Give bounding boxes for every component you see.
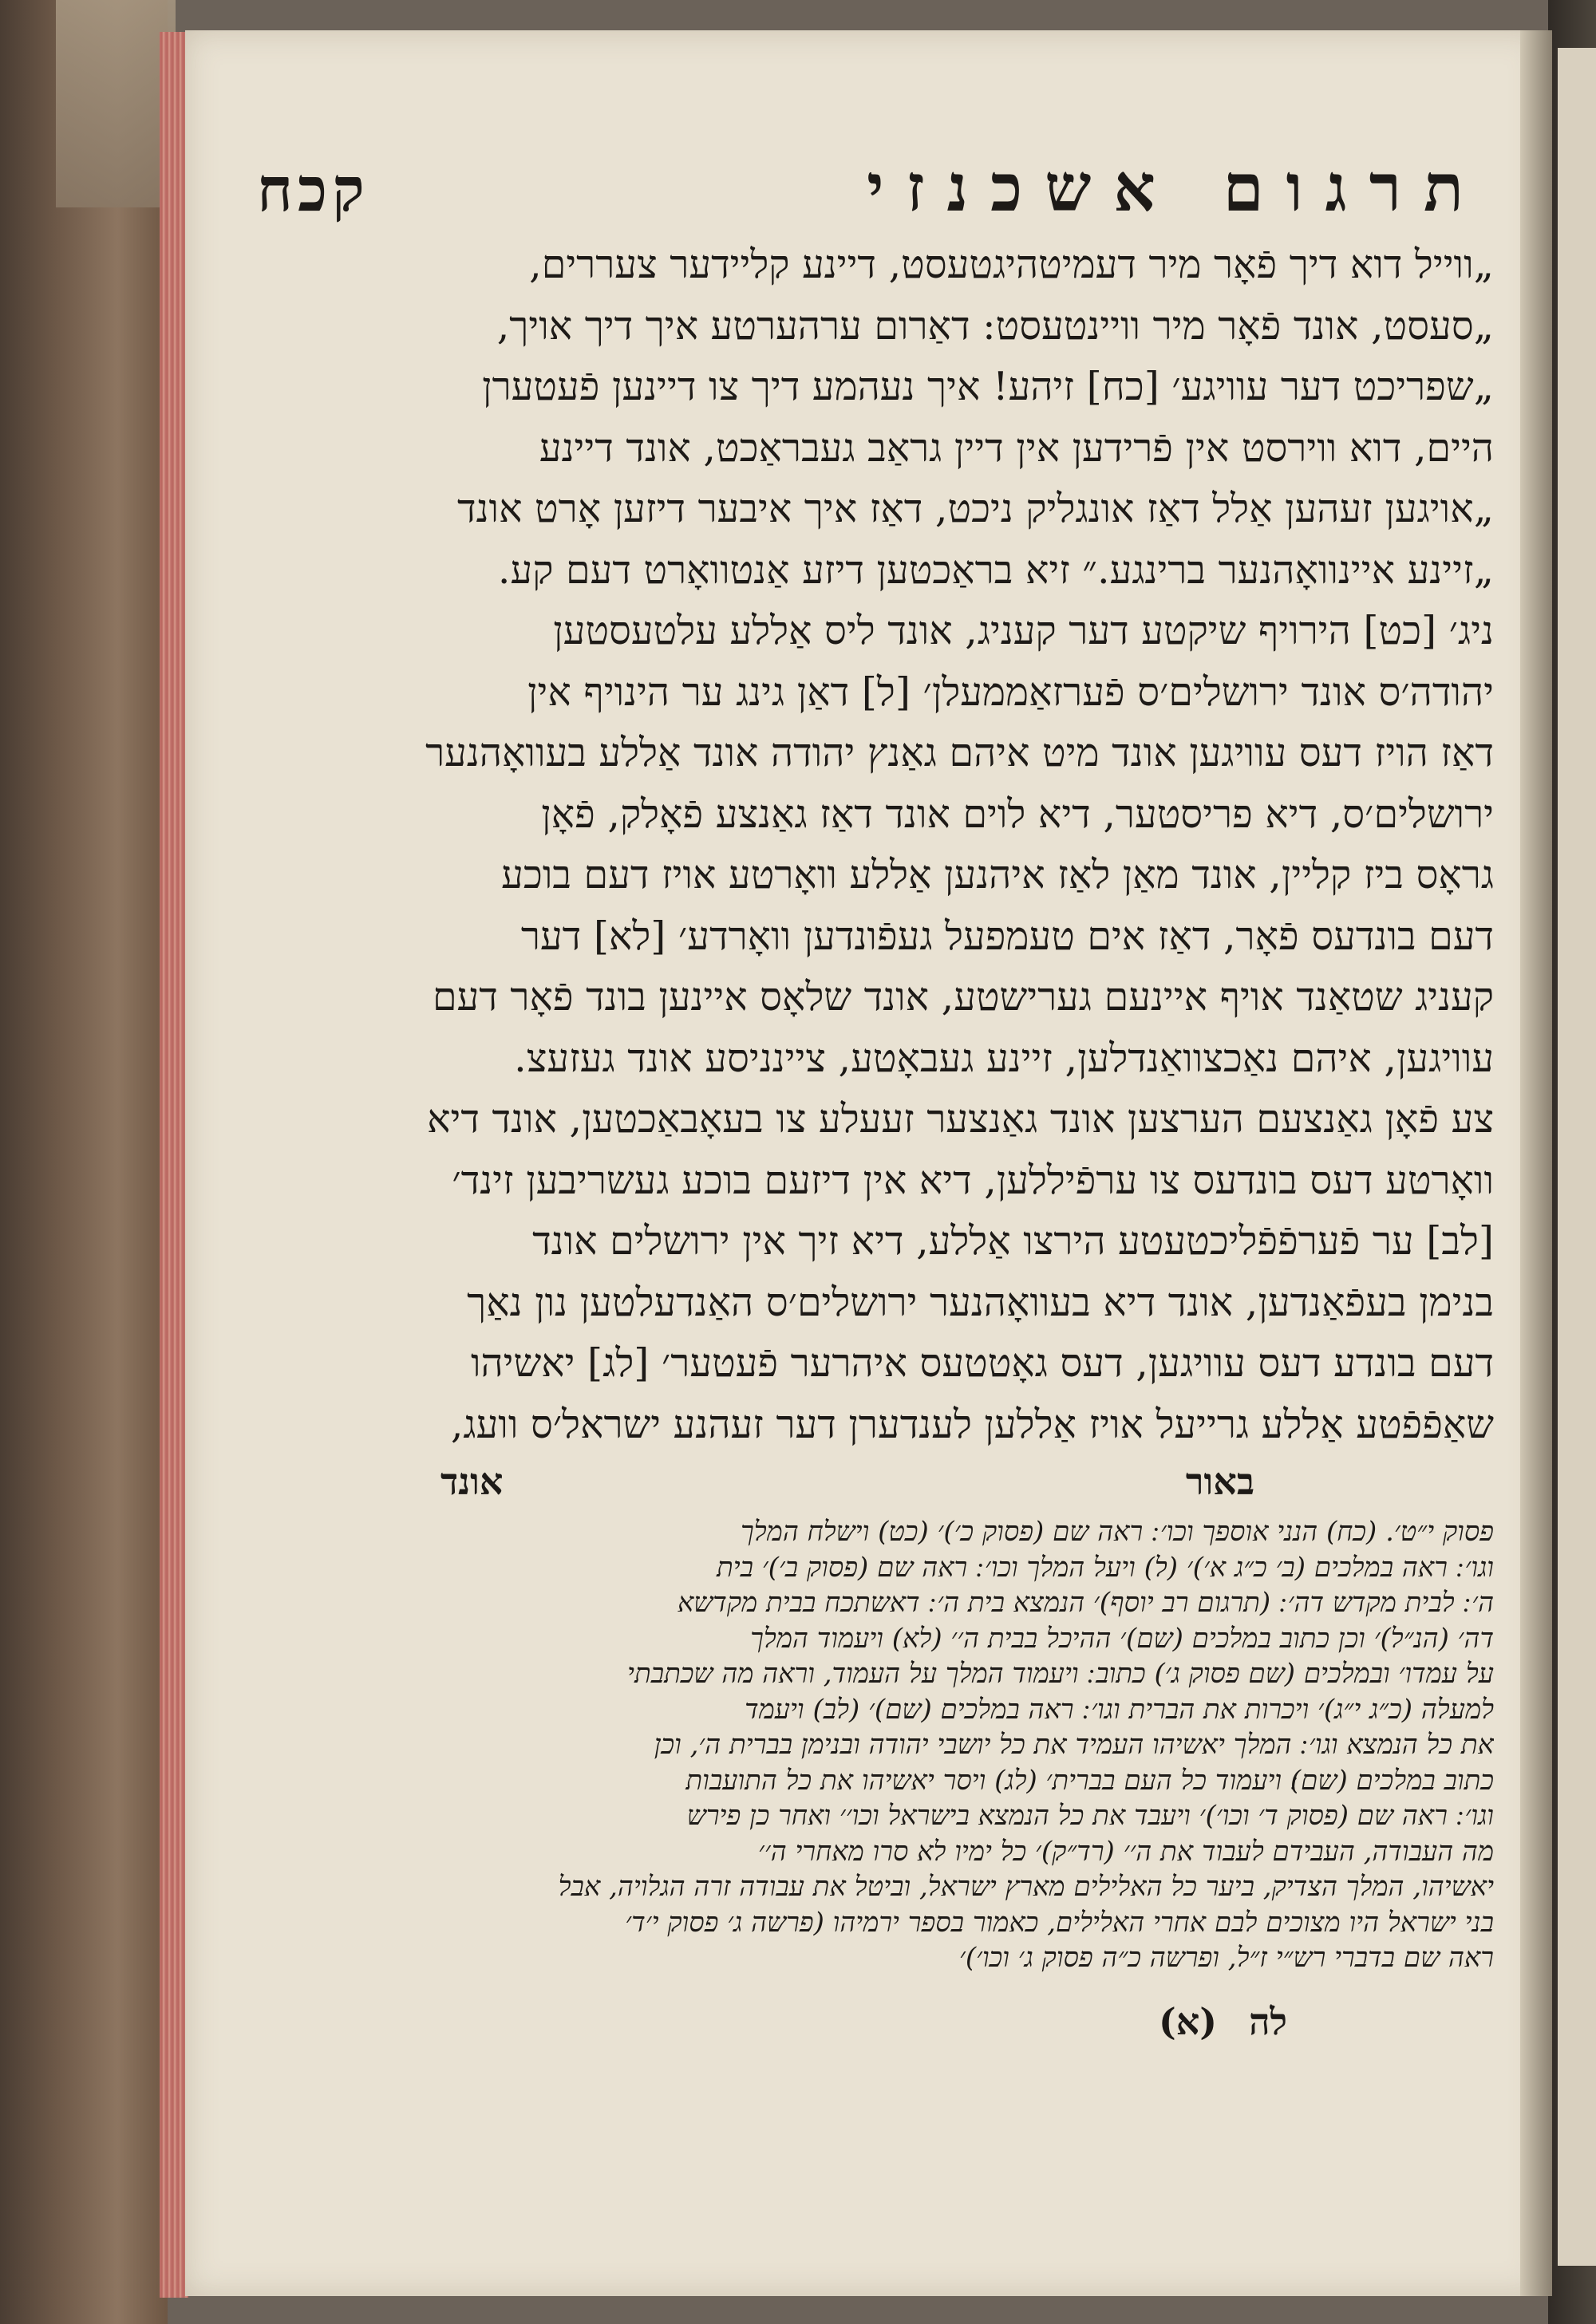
text-line: דאַז הויז דעס עוויגען אונד מיט איהם גאַנץ יהודה אונד אַללע בעוואָהנער — [425, 730, 1494, 775]
commentary-line: מה העבודה, העבידם לעבוד את ה׳׳ (רד״ק)׳ כל ימיו לא סרו מאחרי ה׳׳ — [758, 1835, 1494, 1868]
book-cover-left — [0, 0, 168, 2324]
text-line: דעם בונדעס פֿאָר, דאַז אים טעמפעל געפֿונדען וואָרדע׳ [לא] דער — [520, 913, 1494, 959]
text-line: שאַפֿפֿטע אַללע גרייעל אויז אַללען לענדערן דער זעהנע ישראל׳ס וועג, — [450, 1401, 1494, 1447]
signature-mark: (א) — [1159, 1999, 1218, 2043]
text-line: „זיינע איינוואָהנער ברינגע.״ זיא בראַכטען דיזע אַנטוואָרט דעם קע. — [497, 546, 1494, 593]
text-line: „ווייל דוא דיך פֿאָר מיר דעמיטהיגטעסט, דיינע קליידער צעררים, — [529, 242, 1494, 287]
text-line: יהודה׳ס אונד ירושלים׳ס פֿערזאַממעלן׳ [ל] דאַן גינג ער הינויף אין — [527, 669, 1494, 715]
text-line: וואָרטע דעס בונדעס צו ערפֿיללען, דיא אין דיזעם בוכע געשריבען זינד׳ — [452, 1157, 1494, 1203]
commentary-line: ראה שם בדברי רש״י ז״ל, ופרשה כ״ה פסוק ג׳ וכו׳)׳ — [958, 1942, 1494, 1974]
running-head — [241, 150, 1494, 235]
commentary-block — [241, 1514, 1494, 1976]
commentary-line: בני ישראל היו מצוכים לבם אחרי האלילים, כאמור בספר ירמיהו (פרשה ג׳ פסוק י׳ד׳ — [625, 1906, 1494, 1939]
folio-number: קכח — [257, 154, 369, 225]
commentary-line: למעלה (כ״ג י״ג)׳ ויכרות את הברית וגו׳ ׃ ראה במלכים (שם)׳ (לב) ויעמד — [745, 1693, 1494, 1726]
text-line: עוויגען, איהם נאַכצוואַנדלען, זיינע געבאָטע, ציינניסע אונד געזעצ. — [514, 1035, 1494, 1081]
main-text-block — [241, 235, 1494, 1455]
running-title: תרגום אשכנזי — [867, 150, 1486, 227]
commentary-line: וגו׳ ׃ ראה במלכים (ב׳ כ״ג א׳)׳ (ל) ויעל המלך וכו׳ ׃ ראה שם (פסוק ב׳)׳ בית — [716, 1551, 1494, 1584]
page-gutter — [1520, 30, 1552, 2296]
text-line: „סעסט, אונד פֿאָר מיר וויינטעסט: דאַרום ערהערטע איך דיך אויך, — [496, 302, 1494, 349]
text-line: „שפריכט דער עוויגע׳ [כח] זיהע! איך נעהמע דיך צו דיינען פֿעטערן — [482, 364, 1494, 409]
text-line: בנימן בעפֿאַנדען, אונד דיא בעוואָהנער ירושלים׳ס האַנדעלטען נון נאַך — [467, 1279, 1494, 1325]
catchword: אונד — [440, 1460, 504, 1503]
book-page — [185, 30, 1542, 2296]
text-line: ניג׳ [כט] הירויף שיקטע דער קעניג, אונד ליס אַללע עלטעסטען — [553, 608, 1494, 653]
text-line: „אויגען זעהען אַלל דאַז אונגליק ניכט, דאַז איך איבער דיזען אָרט אונד — [457, 486, 1494, 531]
text-line: ירושלים׳ס, דיא פריסטער, דיא לוים אונד דאַז גאַנצע פֿאָלק, פֿאָן — [541, 791, 1494, 837]
section-heading: באור — [1185, 1460, 1254, 1503]
commentary-line: פסוק י״ט׳. (כח) הנני אוספך וכו׳ ׃ ראה שם (פסוק כ׳)׳ (כט) וישלח המלך — [741, 1516, 1494, 1548]
commentary-line: וגו׳ ׃ ראה שם (פסוק ד׳ וכו׳)׳ ויעבד את כל הנמצא בישראל וכו׳׳ ואחר כן פירש — [686, 1800, 1494, 1832]
text-line: קעניג שטאַנד אויף איינעם גערישטע, אונד שלאָס איינען בונד פֿאָר דעם — [432, 974, 1494, 1020]
commentary-line: דה׳ (הנ״ל)׳ וכן כתוב במלכים (שם)׳ ההיכל בבית ה׳׳ (לא) ויעמוד המלך — [750, 1622, 1494, 1655]
text-line: דעם בונדע דעס עוויגען, דעס גאָטטעס איהרער פֿעטער׳ [לג] יאשיהו — [470, 1340, 1494, 1386]
footer-catchword: לה — [1249, 1999, 1288, 2043]
page-content — [241, 150, 1494, 2043]
commentary-line: כתוב במלכים (שם)׃ ויעמוד כל העם בברית׳ (לג) ויסר יאשיהו את כל התועבות — [685, 1764, 1494, 1797]
commentary-line: ה׳ ׃ לבית מקדש דה׳ ׃ (תרגום רב יוסף)׳ הנמצא בית ה׳ ׃ דאשתכח בבית מקדשא — [677, 1587, 1494, 1619]
text-line: [לב] ער פֿערפֿפֿליכטעטע הירצו אַללע, דיא זיך אין ירושלים אונד — [532, 1218, 1494, 1264]
commentary-line: על עמדו׳ ובמלכים (שם פסוק ג׳) כתוב ׃ ויעמוד המלך על העמוד, וראה מה שכתבתי — [627, 1658, 1494, 1690]
section-divider — [241, 1460, 1494, 1503]
page-edges — [160, 32, 188, 2298]
text-line: גראָס ביז קליין, אונד מאַן לאַז איהנען אַללע וואָרטע אויז דעם בוכע — [501, 852, 1494, 898]
commentary-line: יאשיהו, המלך הצדיק, ביער כל האלילים מארץ ישראל, וביטל את עבודה זרה הגלויה, אבל — [558, 1871, 1494, 1903]
binding-wear — [56, 0, 176, 207]
facing-page-edge — [1558, 48, 1596, 2266]
text-line: צע פֿאָן גאַנצעם הערצען אונד גאַנצער זעעלע צו בעאָבאַכטען, אונד דיא — [427, 1096, 1494, 1142]
commentary-line: את כל הנמצא וגו׳ ׃ המלך יאשיהו העמיד את כל יושבי יהודה ובנימן בברית ה׳, וכן — [654, 1729, 1494, 1761]
page-footer — [241, 2000, 1494, 2043]
text-line: היים, דוא ווירסט אין פֿרידען אין דיין גראַב געבראַכט, אונד דיינע — [539, 424, 1494, 471]
